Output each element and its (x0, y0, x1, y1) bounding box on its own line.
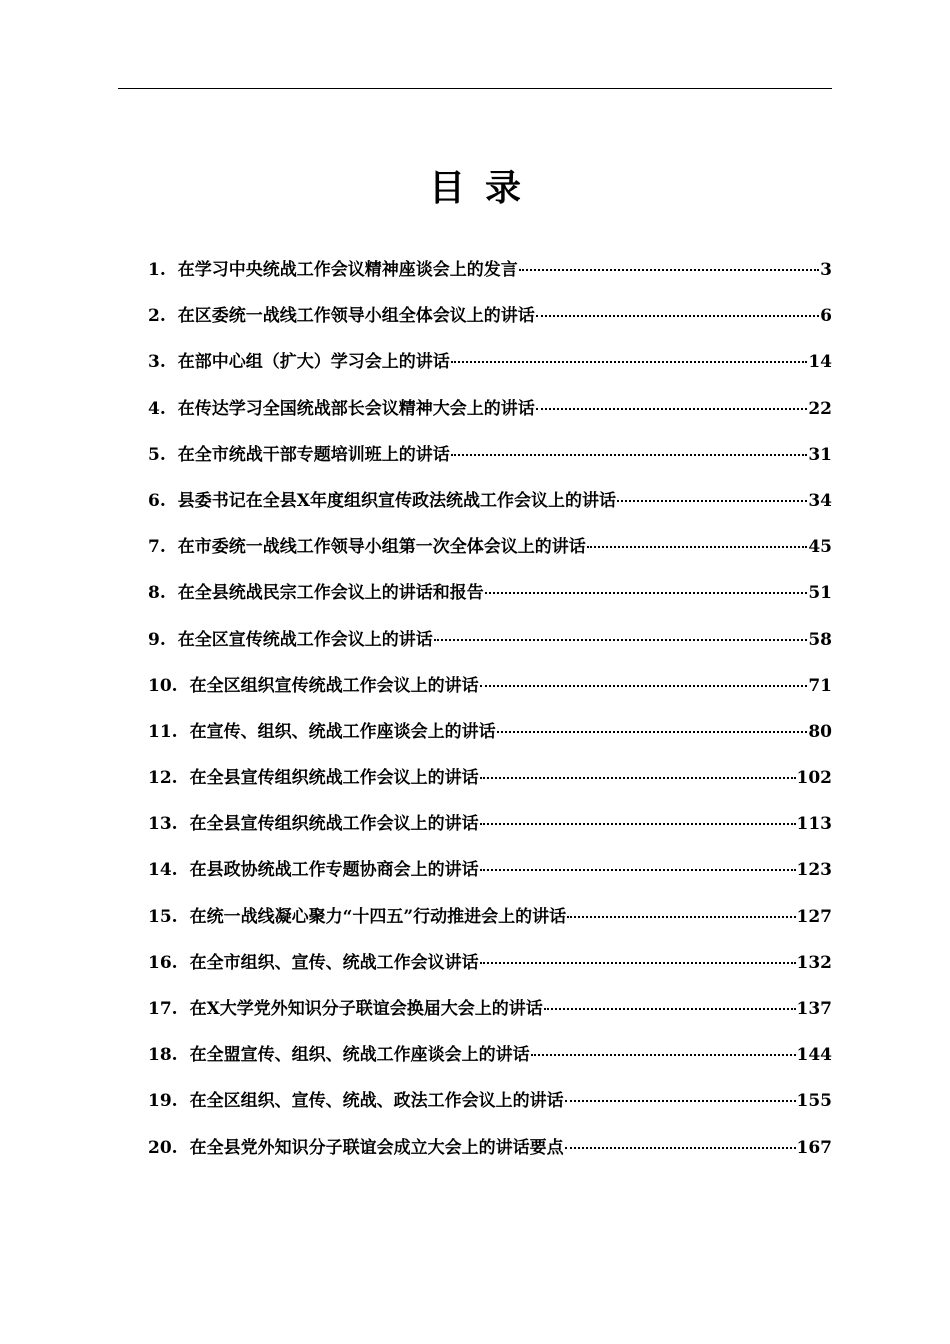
toc-entry-number: 9. (148, 629, 166, 650)
toc-entry-page: 113 (796, 814, 832, 835)
toc-entry-number: 8. (148, 583, 166, 604)
toc-entry-number: 16. (148, 952, 178, 973)
toc-entry[interactable] (148, 671, 832, 717)
toc-entry-page: 132 (796, 952, 832, 973)
toc-entry-title: 在全县党外知识分子联谊会成立大会上的讲话要点 (189, 1137, 564, 1158)
toc-dot-leader (519, 269, 819, 271)
toc-entry-title: 在全县统战民宗工作会议上的讲话和报告 (177, 583, 484, 604)
toc-entry-title: 在区委统一战线工作领导小组全体会议上的讲话 (177, 306, 535, 327)
header-rule (118, 88, 832, 89)
toc-entry[interactable] (148, 1133, 832, 1179)
toc-entry-title: 在全县宣传组织统战工作会议上的讲话 (189, 768, 479, 789)
toc-entry-title: 在学习中央统战工作会议精神座谈会上的发言 (177, 260, 518, 280)
toc-entry-number: 18. (148, 1045, 178, 1066)
toc-entry-page: 167 (796, 1137, 832, 1158)
toc-entry-page: 123 (796, 860, 832, 881)
toc-entry-number: 3. (148, 352, 166, 373)
toc-entry[interactable] (148, 809, 832, 855)
toc-dot-leader (567, 916, 795, 918)
toc-entry-page: 80 (808, 721, 832, 742)
toc-dot-leader (485, 592, 808, 594)
toc-dot-leader (565, 1100, 796, 1102)
toc-entry[interactable] (148, 763, 832, 809)
toc-entry-title: 在全区组织、宣传、统战、政法工作会议上的讲话 (189, 1091, 564, 1112)
toc-entry-title: 在全市统战干部专题培训班上的讲话 (177, 444, 450, 465)
toc-dot-leader (565, 1147, 796, 1149)
toc-entry[interactable] (148, 394, 832, 440)
toc-entry[interactable] (148, 578, 832, 624)
toc-entry[interactable] (148, 994, 832, 1040)
toc-entry[interactable] (148, 486, 832, 532)
toc-dot-leader (480, 962, 796, 964)
toc-entry-title: 在全县宣传组织统战工作会议上的讲话 (189, 814, 479, 835)
toc-dot-leader (434, 639, 808, 641)
toc-entry[interactable] (148, 717, 832, 763)
toc-entry-title: 在全市组织、宣传、统战工作会议讲话 (189, 952, 479, 973)
toc-entry[interactable] (148, 625, 832, 671)
toc-entry-title: 在X大学党外知识分子联谊会换届大会上的讲话 (189, 999, 543, 1019)
toc-entry-page: 6 (820, 306, 832, 327)
toc-entry-number: 4. (148, 398, 166, 419)
toc-entry-title: 在全区组织宣传统战工作会议上的讲话 (189, 675, 479, 696)
toc-dot-leader (497, 731, 808, 733)
toc-dot-leader (587, 546, 808, 548)
toc-entry[interactable] (148, 255, 832, 301)
toc-dot-leader (531, 1054, 796, 1056)
toc-list (148, 255, 832, 1179)
toc-entry-page: 22 (808, 398, 832, 419)
toc-entry-title: 在市委统一战线工作领导小组第一次全体会议上的讲话 (177, 537, 586, 558)
toc-dot-leader (480, 777, 796, 779)
toc-entry[interactable] (148, 440, 832, 486)
toc-entry[interactable] (148, 855, 832, 901)
toc-entry-page: 71 (808, 675, 832, 696)
toc-entry-number: 2. (148, 306, 166, 327)
toc-entry[interactable] (148, 1086, 832, 1132)
toc-entry-title: 在县政协统战工作专题协商会上的讲话 (189, 860, 479, 881)
toc-entry-number: 20. (148, 1137, 178, 1158)
toc-entry-number: 5. (148, 444, 166, 465)
toc-entry-page: 51 (808, 583, 832, 604)
toc-entry-number: 6. (148, 490, 166, 511)
toc-dot-leader (536, 408, 808, 410)
toc-entry[interactable] (148, 948, 832, 994)
toc-entry-page: 31 (808, 444, 832, 465)
toc-entry-page: 155 (796, 1091, 832, 1112)
toc-dot-leader (536, 315, 819, 317)
toc-entry-number: 15. (148, 906, 178, 927)
toc-entry-page: 127 (796, 906, 832, 927)
toc-entry-number: 11. (148, 721, 178, 742)
toc-entry-page: 14 (808, 352, 832, 373)
toc-dot-leader (480, 823, 796, 825)
toc-dot-leader (480, 685, 808, 687)
toc-entry-title: 在宣传、组织、统战工作座谈会上的讲话 (189, 721, 496, 742)
toc-entry-number: 7. (148, 537, 166, 558)
toc-entry-page: 34 (808, 490, 832, 511)
toc-dot-leader (451, 361, 808, 363)
toc-entry-title: 在全区宣传统战工作会议上的讲话 (177, 629, 433, 650)
toc-entry-title: 县委书记在全县X年度组织宣传政法统战工作会议上的讲话 (177, 490, 616, 511)
toc-entry-number: 13. (148, 814, 178, 835)
toc-entry-page: 144 (796, 1045, 832, 1066)
toc-entry[interactable] (148, 532, 832, 578)
toc-entry-page: 58 (808, 629, 832, 650)
toc-entry[interactable] (148, 301, 832, 347)
toc-entry-page: 45 (808, 537, 832, 558)
toc-entry[interactable] (148, 1040, 832, 1086)
toc-entry-title: 在统一战线凝心聚力“十四五”行动推进会上的讲话 (189, 906, 567, 927)
toc-entry-number: 1. (148, 260, 166, 280)
toc-entry[interactable] (148, 347, 832, 393)
toc-dot-leader (617, 500, 807, 502)
toc-entry-number: 12. (148, 768, 178, 789)
toc-dot-leader (544, 1008, 796, 1010)
toc-entry[interactable] (148, 902, 832, 948)
toc-title: 目录 (428, 167, 541, 209)
toc-entry-page: 137 (796, 999, 832, 1019)
toc-entry-page: 3 (820, 260, 832, 280)
toc-entry-title: 在部中心组（扩大）学习会上的讲话 (177, 352, 450, 373)
toc-entry-page: 102 (796, 768, 832, 789)
toc-dot-leader (480, 869, 796, 871)
toc-entry-number: 17. (148, 999, 178, 1019)
toc-entry-number: 10. (148, 675, 178, 696)
toc-entry-title: 在传达学习全国统战部长会议精神大会上的讲话 (177, 398, 535, 419)
toc-entry-title: 在全盟宣传、组织、统战工作座谈会上的讲话 (189, 1045, 530, 1066)
toc-dot-leader (451, 454, 808, 456)
toc-entry-number: 14. (148, 860, 178, 881)
toc-entry-number: 19. (148, 1091, 178, 1112)
